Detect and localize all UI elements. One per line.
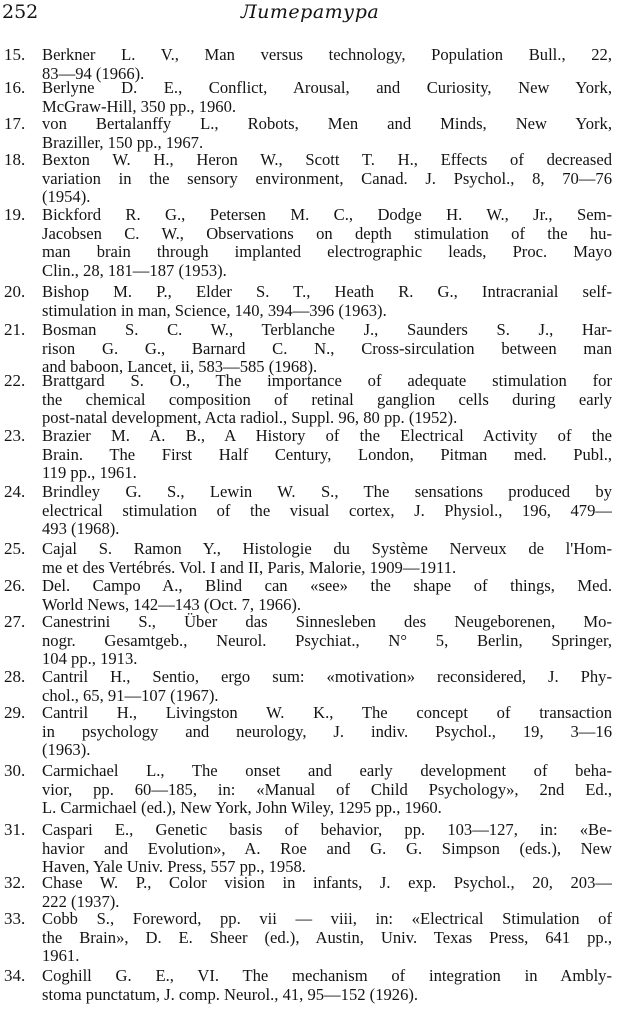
reference-line: vior, pp. 60—185, in: «Manual of Child Psychology», 2nd Ed., bbox=[42, 780, 612, 799]
reference-line: Cantril H., Sentio, ergo sum: «motivation» reconsidered, J. Phy- bbox=[42, 668, 612, 686]
reference-text bbox=[42, 540, 612, 577]
reference-line: in psychology and neurology, J. indiv. Psychol., 19, 3—16 bbox=[42, 722, 612, 741]
reference-number: 25. bbox=[4, 539, 26, 558]
reference-line: 222 (1937). bbox=[42, 892, 120, 911]
reference-line: havior and Evolution», A. Roe and G. G. Simpson (eds.), New bbox=[42, 839, 612, 858]
reference-line: nogr. Gesamtgeb., Neurol. Psychiat., N° 5, Berlin, Springer, bbox=[42, 631, 612, 650]
reference-line: Chase W. P., Color vision in infants, J. exp. Psychol., 20, 203— bbox=[42, 874, 612, 892]
reference-line: 104 pp., 1913. bbox=[42, 650, 138, 668]
reference-text bbox=[42, 79, 612, 116]
reference-text bbox=[42, 910, 612, 966]
reference-line: Bosman S. C. W., Terblanche J., Saunders S. J., Har- bbox=[42, 321, 612, 339]
reference-number: 34. bbox=[4, 966, 26, 985]
reference-number: 29. bbox=[4, 703, 26, 722]
reference-number: 17. bbox=[4, 114, 26, 133]
reference-text bbox=[42, 668, 612, 705]
reference-number: 28. bbox=[4, 667, 26, 686]
reference-line: Jacobsen C. W., Observations on depth stimulation of the hu- bbox=[42, 224, 612, 243]
reference-line: Coghill G. E., VI. The mechanism of integration in Ambly- bbox=[42, 967, 612, 985]
reference-line: rison G. G., Barnard C. N., Cross-sirculation between man bbox=[42, 339, 612, 358]
reference-line: Haven, Yale Univ. Press, 557 pp., 1958. bbox=[42, 858, 306, 876]
reference-text bbox=[42, 967, 612, 1004]
reference-line: von Bertalanffy L., Robots, Men and Minds, New York, bbox=[42, 115, 612, 133]
reference-number: 21. bbox=[4, 320, 26, 339]
reference-number: 32. bbox=[4, 873, 26, 892]
reference-number: 22. bbox=[4, 371, 26, 390]
reference-line: and baboon, Lancet, ii, 583—585 (1968). bbox=[42, 358, 318, 376]
reference-line: chol., 65, 91—107 (1967). bbox=[42, 686, 219, 705]
reference-line: 83—94 (1966). bbox=[42, 64, 145, 83]
reference-number: 33. bbox=[4, 909, 26, 928]
reference-line: stoma punctatum, J. comp. Neurol., 41, 95—152 (1926). bbox=[42, 985, 419, 1004]
reference-number: 24. bbox=[4, 482, 26, 501]
reference-line: Cajal S. Ramon Y., Histologie du Système Nerveux de l'Hom- bbox=[42, 540, 612, 558]
reference-line: Cantril H., Livingston W. K., The concept of transaction bbox=[42, 704, 612, 722]
reference-text bbox=[42, 762, 612, 818]
reference-number: 26. bbox=[4, 576, 26, 595]
reference-number: 19. bbox=[4, 205, 26, 224]
reference-line: stimulation in man, Science, 140, 394—396 (1963). bbox=[42, 301, 387, 320]
reference-line: World News, 142—143 (Oct. 7, 1966). bbox=[42, 595, 302, 614]
reference-line: man brain through implanted electrographic leads, Proc. Mayo bbox=[42, 243, 612, 261]
reference-text bbox=[42, 613, 612, 669]
reference-text bbox=[42, 206, 612, 280]
reference-line: Brattgard S. O., The importance of adequate stimulation for bbox=[42, 372, 612, 390]
reference-text bbox=[42, 46, 612, 83]
reference-line: the chemical composition of retinal ganglion cells during early bbox=[42, 390, 612, 409]
reference-line: 493 (1968). bbox=[42, 520, 120, 538]
reference-text bbox=[42, 874, 612, 911]
reference-number: 16. bbox=[4, 78, 26, 97]
reference-line: Brazier M. A. B., A History of the Electrical Activity of the bbox=[42, 427, 612, 445]
reference-line: the Brain», D. E. Sheer (ed.), Austin, Univ. Texas Press, 641 pp., bbox=[42, 928, 612, 947]
reference-line: Berlyne D. E., Conflict, Arousal, and Curiosity, New York, bbox=[42, 79, 612, 97]
reference-line: electrical stimulation of the visual cortex, J. Physiol., 196, 479— bbox=[42, 501, 612, 520]
reference-text bbox=[42, 483, 612, 539]
reference-text bbox=[42, 427, 612, 483]
reference-line: variation in the sensory environment, Canad. J. Psychol., 8, 70—76 bbox=[42, 169, 612, 188]
reference-line: Canestrini S., Über das Sinnesleben des Neugeborenen, Mo- bbox=[42, 613, 612, 631]
reference-line: Berkner L. V., Man versus technology, Population Bull., 22, bbox=[42, 46, 612, 64]
reference-number: 15. bbox=[4, 45, 26, 64]
reference-line: Bexton W. H., Heron W., Scott T. H., Effects of decreased bbox=[42, 151, 612, 169]
reference-line: Braziller, 150 pp., 1967. bbox=[42, 133, 204, 152]
reference-text bbox=[42, 704, 612, 760]
reference-text bbox=[42, 115, 612, 152]
reference-number: 18. bbox=[4, 150, 26, 169]
reference-line: Del. Campo A., Blind can «see» the shape of things, Med. bbox=[42, 577, 612, 595]
reference-line: Brain. The First Half Century, London, Pitman med. Publ., bbox=[42, 445, 612, 464]
reference-line: 119 pp., 1961. bbox=[42, 464, 137, 482]
reference-text bbox=[42, 283, 612, 320]
reference-text bbox=[42, 321, 612, 377]
page-number: 252 bbox=[2, 1, 39, 23]
reference-line: Brindley G. S., Lewin W. S., The sensations produced by bbox=[42, 483, 612, 501]
reference-number: 31. bbox=[4, 820, 26, 839]
reference-line: me et des Vertébrés. Vol. I and II, Paris, Malorie, 1909—1911. bbox=[42, 558, 457, 577]
reference-line: Carmichael L., The onset and early development of beha- bbox=[42, 762, 612, 780]
reference-line: L. Carmichael (ed.), New York, John Wiley, 1295 pp., 1960. bbox=[42, 799, 442, 817]
reference-line: Bickford R. G., Petersen M. C., Dodge H. W., Jr., Sem- bbox=[42, 206, 612, 224]
reference-line: Cobb S., Foreword, pp. vii — viii, in: «Electrical Stimulation of bbox=[42, 910, 612, 928]
reference-number: 23. bbox=[4, 426, 26, 445]
reference-line: McGraw-Hill, 350 pp., 1960. bbox=[42, 97, 237, 116]
reference-line: post-natal development, Acta radiol., Suppl. 96, 80 pp. (1952). bbox=[42, 409, 458, 427]
reference-number: 27. bbox=[4, 612, 26, 631]
running-title: Литература bbox=[240, 1, 380, 23]
reference-line: Bishop M. P., Elder S. T., Heath R. G., Intracranial self- bbox=[42, 283, 612, 301]
reference-line: (1963). bbox=[42, 741, 91, 759]
reference-text bbox=[42, 372, 612, 428]
reference-number: 30. bbox=[4, 761, 26, 780]
reference-line: 1961. bbox=[42, 947, 80, 965]
page-header bbox=[0, 0, 620, 30]
reference-line: Clin., 28, 181—187 (1953). bbox=[42, 261, 227, 280]
reference-text bbox=[42, 151, 612, 207]
reference-text bbox=[42, 821, 612, 877]
reference-line: (1954). bbox=[42, 188, 91, 206]
reference-text bbox=[42, 577, 612, 614]
reference-line: Caspari E., Genetic basis of behavior, pp. 103—127, in: «Be- bbox=[42, 821, 612, 839]
reference-number: 20. bbox=[4, 282, 26, 301]
